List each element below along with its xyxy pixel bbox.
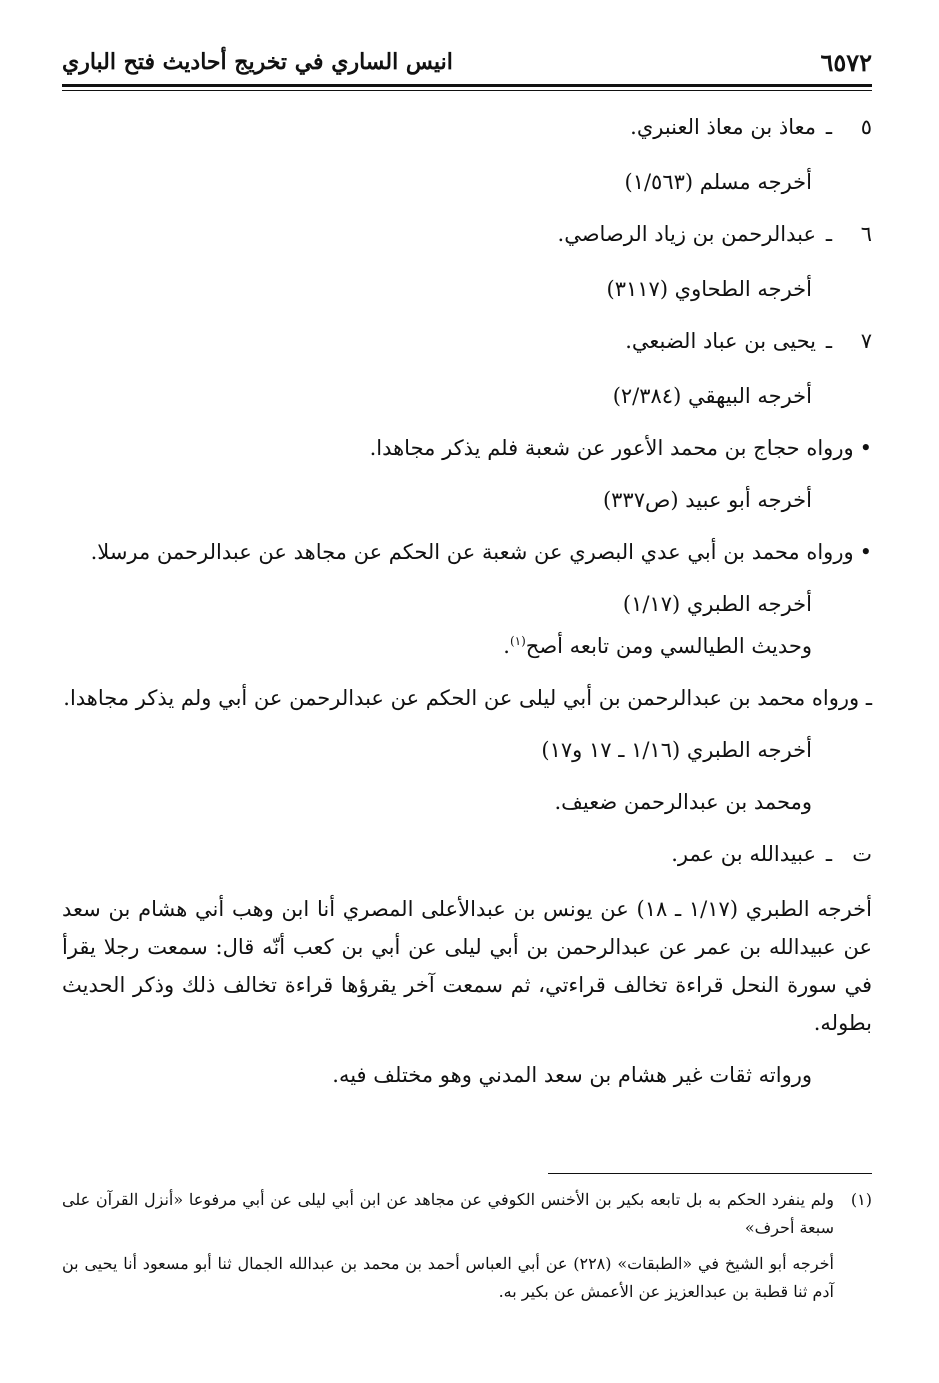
item-number: ٧ — [860, 329, 872, 353]
bullet-paragraph — [62, 429, 872, 467]
narrator-name: عبيدالله بن عمر. — [671, 842, 816, 866]
source-reference: أخرجه الطبري (١/١٦ ـ ١٧ و١٧) — [541, 738, 812, 762]
footnote-number: (١) — [850, 1190, 872, 1209]
bullet-paragraph — [62, 533, 872, 571]
source-reference: أخرجه البيهقي (٢/٣٨٤) — [612, 384, 812, 408]
narrator-name: يحيى بن عباد الضبعي. — [625, 329, 816, 353]
item-dash: ـ — [825, 115, 833, 139]
item-number: ٦ — [860, 222, 872, 246]
narrator-item — [62, 108, 872, 146]
header-rule-thick — [62, 84, 872, 87]
item-dash: ـ — [825, 329, 833, 353]
footnote-continuation: أخرجه أبو الشيخ في «الطبقات» (٢٢٨) عن أبي العباس أحمد بن محمد بن عبدالله الجمال ثنا أبو مسعود أنا يحيى بن آدم ثنا قطبة بن عبدالعزيز عن الأعمش عن بكير به. — [62, 1254, 834, 1301]
dash-paragraph: ـ ورواه محمد بن عبدالرحمن بن أبي ليلى عن الحكم عن عبدالرحمن عن أبي ولم يذكر مجاهدا. — [63, 686, 872, 710]
source-reference: أخرجه مسلم (١/٥٦٣) — [624, 170, 812, 194]
bullet-icon: • — [859, 436, 872, 460]
narration-paragraph: أخرجه الطبري (١/١٧ ـ ١٨) عن يونس بن عبدالأعلى المصري أنا ابن وهب أني هشام بن سعد عن عبيدالله بن عمر عن عبدالرحمن بن أبي ليلى عن أبي بن كعب أنّه قال: سمعت رجلا يقرأ في سورة النحل قراءة تخالف قراءتي، ثم سمعت آخر يقرؤها قراءة تخالف ذلك وذكر الحديث بطوله. — [62, 897, 872, 1035]
narrator-item — [62, 322, 872, 360]
item-dash: ـ — [825, 842, 833, 866]
item-letter: ت — [852, 842, 872, 866]
footnote — [62, 1186, 872, 1242]
narrator-name: معاذ بن معاذ العنبري. — [630, 115, 816, 139]
source-reference: أخرجه أبو عبيد (ص٣٣٧) — [602, 488, 812, 512]
bullet-text: ورواه حجاج بن محمد الأعور عن شعبة فلم يذكر مجاهدا. — [369, 436, 854, 460]
page-number: ٦٥٧٢ — [820, 47, 872, 77]
source-reference: أخرجه الطحاوي (٣١١٧) — [606, 277, 812, 301]
closing-note: ورواته ثقات غير هشام بن سعد المدني وهو مختلف فيه. — [332, 1063, 812, 1087]
narrator-name: عبدالرحمن بن زياد الرصاصي. — [557, 222, 816, 246]
note-line: ومحمد بن عبدالرحمن ضعيف. — [554, 790, 812, 814]
item-number: ٥ — [860, 115, 872, 139]
footnote-rule — [548, 1173, 872, 1174]
footnote-text: ولم ينفرد الحكم به بل تابعه بكير بن الأخنس الكوفي عن مجاهد عن ابن أبي ليلى عن أبي مرفوعا «أنزل القرآن على سبعة أحرف» — [62, 1190, 834, 1237]
item-dash: ـ — [825, 222, 833, 246]
narrator-item — [62, 215, 872, 253]
note-line — [62, 627, 812, 665]
narrator-item — [62, 835, 872, 873]
running-header — [62, 42, 872, 82]
header-rule-thin — [62, 90, 872, 91]
note-period: . — [503, 634, 510, 658]
source-reference: أخرجه الطبري (١/١٧) — [622, 592, 812, 616]
bullet-text: ورواه محمد بن أبي عدي البصري عن شعبة عن الحكم عن مجاهد عن عبدالرحمن مرسلا. — [90, 540, 854, 564]
footnote-marker: (١) — [509, 634, 526, 648]
book-title: انيس الساري في تخريج أحاديث فتح الباري — [62, 49, 453, 75]
note-text: وحديث الطيالسي ومن تابعه أصح — [525, 634, 812, 658]
main-text — [62, 108, 872, 1108]
bullet-icon: • — [859, 540, 872, 564]
footnotes — [62, 1186, 872, 1306]
